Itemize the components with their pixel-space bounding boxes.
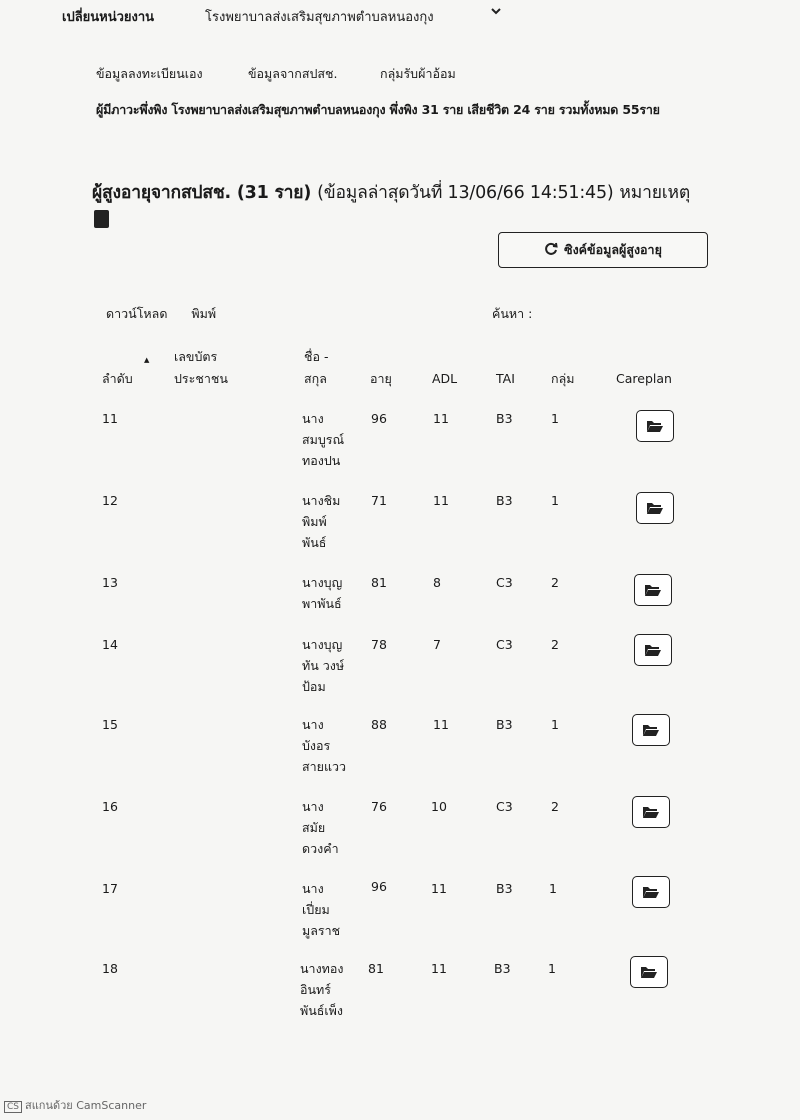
row-age: 96	[371, 879, 387, 894]
header-careplan[interactable]: Careplan	[616, 371, 672, 386]
row-order: 15	[102, 717, 118, 732]
search-input[interactable]	[552, 300, 716, 326]
header-tai[interactable]: TAI	[496, 371, 515, 386]
header-group[interactable]: กลุ่ม	[551, 371, 575, 386]
row-name-line: ทัน วงษ์	[302, 658, 345, 673]
row-group: 1	[551, 493, 559, 508]
row-tai: B3	[496, 493, 513, 508]
note-icon[interactable]	[94, 210, 109, 228]
careplan-button[interactable]	[632, 876, 670, 908]
folder-open-icon	[642, 805, 660, 819]
header-order[interactable]: ลำดับ	[102, 371, 133, 386]
row-age: 81	[371, 575, 387, 590]
row-age: 88	[371, 717, 387, 732]
row-age: 76	[371, 799, 387, 814]
row-tai: B3	[496, 717, 513, 732]
folder-open-icon	[644, 643, 662, 657]
scanner-watermark	[4, 1096, 146, 1114]
row-name-line: นาง	[302, 799, 324, 814]
row-adl: 10	[431, 799, 447, 814]
chevron-down-icon[interactable]	[490, 5, 502, 20]
row-group: 1	[551, 411, 559, 426]
row-name-line: สายแวว	[302, 759, 347, 774]
scanner-text: สแกนด้วย CamScanner	[25, 1099, 147, 1112]
sort-asc-icon: ▲	[144, 356, 150, 364]
careplan-button[interactable]	[632, 796, 670, 828]
page-title-main: ผู้สูงอายุจากสปสช. (31 ราย)	[92, 183, 312, 203]
header-id-line1[interactable]: เลขบัตร	[174, 349, 218, 364]
row-tai: B3	[496, 411, 513, 426]
row-name-line: นางบุญ	[302, 575, 343, 590]
row-name-line: พิมพ์	[302, 514, 327, 529]
row-name-line: พาพันธ์	[302, 596, 342, 611]
unit-select[interactable]: โรงพยาบาลส่งเสริมสุขภาพตำบลหนองกุง	[205, 10, 434, 25]
folder-open-icon	[640, 965, 658, 979]
download-button[interactable]: ดาวน์โหลด	[106, 306, 168, 321]
table-toolbar	[106, 304, 236, 324]
tab-diaper-group[interactable]: กลุ่มรับผ้าอ้อม	[380, 66, 456, 81]
row-tai: C3	[496, 799, 513, 814]
row-adl: 8	[433, 575, 441, 590]
row-group: 2	[551, 799, 559, 814]
summary-text: ผู้มีภาวะพึ่งพิง โรงพยาบาลส่งเสริมสุขภาพตำบลหนองกุง พึ่งพิง 31 ราย เสียชีวิต 24 ราย รวมทั้งหมด 55ราย	[96, 102, 660, 117]
row-age: 78	[371, 637, 387, 652]
row-order: 16	[102, 799, 118, 814]
folder-open-icon	[642, 885, 660, 899]
row-group: 1	[548, 961, 556, 976]
row-tai: B3	[494, 961, 511, 976]
row-name-line: พันธ์	[302, 535, 327, 550]
row-group: 2	[551, 637, 559, 652]
row-adl: 7	[433, 637, 441, 652]
row-name-line: สมัย	[302, 820, 326, 835]
header-adl[interactable]: ADL	[432, 371, 458, 386]
row-name-line: บังอร	[302, 738, 331, 753]
row-age: 71	[371, 493, 387, 508]
camscanner-logo-icon: CS	[4, 1101, 22, 1113]
row-adl: 11	[433, 717, 449, 732]
header-name-line1[interactable]: ชื่อ -	[304, 349, 329, 364]
row-order: 11	[102, 411, 118, 426]
folder-open-icon	[644, 583, 662, 597]
row-name-line: นางชิม	[302, 493, 341, 508]
row-name-line: สมบูรณ์	[302, 432, 345, 447]
row-order: 17	[102, 881, 118, 896]
row-adl: 11	[433, 411, 449, 426]
search-label: ค้นหา :	[492, 306, 533, 321]
careplan-button[interactable]	[634, 574, 672, 606]
careplan-button[interactable]	[636, 492, 674, 524]
careplan-button[interactable]	[630, 956, 668, 988]
sync-button-label: ซิงค์ข้อมูลผู้สูงอายุ	[564, 242, 662, 257]
last-updated: (ข้อมูลล่าสุดวันที่ 13/06/66 14:51:45)	[317, 183, 614, 203]
row-adl: 11	[431, 881, 447, 896]
row-order: 18	[102, 961, 118, 976]
header-age[interactable]: อายุ	[370, 371, 392, 386]
careplan-button[interactable]	[632, 714, 670, 746]
row-name-line: พันธ์เพ็ง	[300, 1003, 344, 1018]
row-name-line: อินทร์	[300, 982, 332, 997]
print-button[interactable]: พิมพ์	[191, 306, 217, 321]
page-title	[92, 178, 690, 206]
row-age: 96	[371, 411, 387, 426]
row-name-line: นาง	[302, 411, 324, 426]
sync-elderly-button[interactable]	[498, 232, 708, 268]
careplan-button[interactable]	[636, 410, 674, 442]
row-name-line: นางบุญ	[302, 637, 343, 652]
refresh-icon	[544, 242, 558, 259]
row-group: 1	[549, 881, 557, 896]
row-name-line: เปี่ยม	[302, 902, 330, 917]
tab-nhso-data[interactable]: ข้อมูลจากสปสช.	[248, 66, 338, 81]
header-id-line2[interactable]: ประชาชน	[174, 371, 228, 386]
row-name-line: นาง	[302, 881, 324, 896]
row-name-line: ทองปน	[302, 453, 341, 468]
row-group: 2	[551, 575, 559, 590]
row-adl: 11	[431, 961, 447, 976]
folder-open-icon	[646, 419, 664, 433]
header-name-line2[interactable]: สกุล	[304, 371, 327, 386]
note-label: หมายเหตุ	[619, 183, 691, 203]
row-group: 1	[551, 717, 559, 732]
careplan-button[interactable]	[634, 634, 672, 666]
row-name-line: ป้อม	[302, 679, 326, 694]
folder-open-icon	[646, 501, 664, 515]
row-name-line: มูลราช	[302, 923, 341, 938]
row-age: 81	[368, 961, 384, 976]
unit-switch-label: เปลี่ยนหน่วยงาน	[62, 10, 155, 25]
row-order: 13	[102, 575, 118, 590]
row-tai: B3	[496, 881, 513, 896]
row-tai: C3	[496, 575, 513, 590]
row-name-line: ดวงคำ	[302, 841, 339, 856]
tab-self-registered[interactable]: ข้อมูลลงทะเบียนเอง	[96, 66, 203, 81]
row-tai: C3	[496, 637, 513, 652]
folder-open-icon	[642, 723, 660, 737]
row-order: 14	[102, 637, 118, 652]
row-name-line: นางทอง	[300, 961, 344, 976]
row-name-line: นาง	[302, 717, 324, 732]
row-adl: 11	[433, 493, 449, 508]
row-order: 12	[102, 493, 118, 508]
